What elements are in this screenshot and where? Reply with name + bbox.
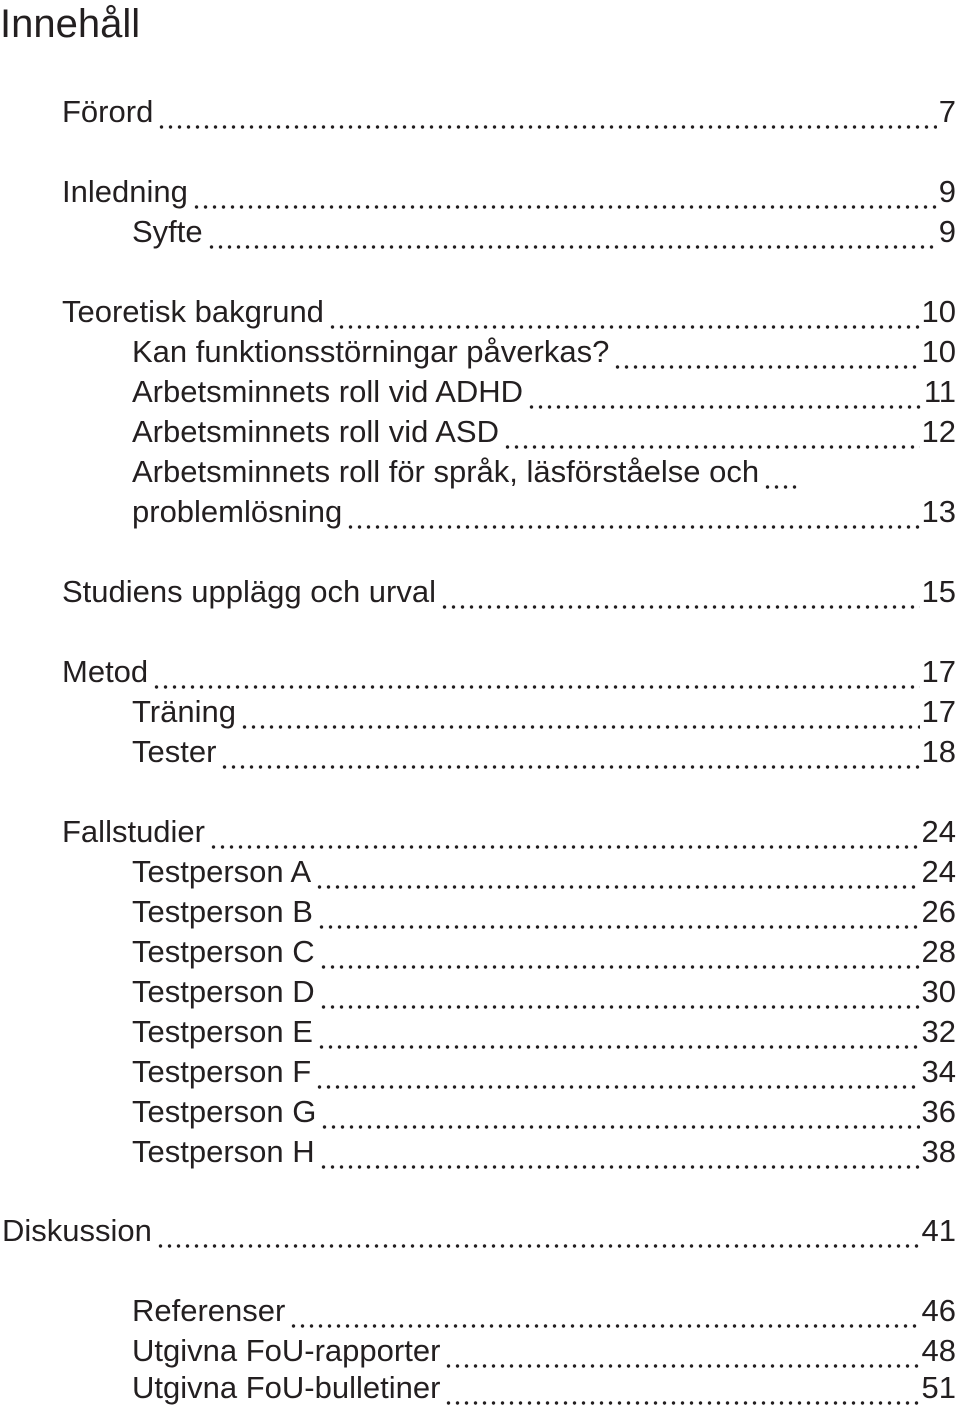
toc-entry-forord[interactable] [62,90,956,130]
dot-leader [444,1372,919,1406]
toc-entry-page: 17 [921,694,956,729]
toc-entry-testperson-a[interactable] [132,850,956,890]
toc-entry-label: Testperson D [132,974,315,1009]
dot-leader [315,856,919,890]
toc-entry-testperson-f[interactable] [132,1050,956,1090]
toc-entry-page: 41 [921,1213,956,1248]
toc-entry-traning[interactable] [132,690,956,730]
toc-entry-label: Testperson E [132,1014,313,1049]
toc-entry-label: Syfte [132,214,203,249]
toc-entry-testperson-b[interactable] [132,890,956,930]
toc-entry-label: Testperson G [132,1094,317,1129]
toc-entry-label: Diskussion [2,1213,152,1248]
toc-entry-page: 12 [921,414,956,449]
dot-leader [319,936,920,970]
toc-entry-page: 10 [921,294,956,329]
toc-entry-label: Träning [132,694,236,729]
toc-entry-label: Referenser [132,1293,286,1328]
toc-entry-label: Metod [62,654,149,689]
dot-leader [440,576,920,610]
toc-entry-metod[interactable] [62,650,956,690]
toc-entry-page: 7 [938,94,956,129]
dot-leader [220,736,919,770]
toc-entry-testperson-g[interactable] [132,1090,956,1130]
toc-entry-testperson-h[interactable] [132,1130,956,1170]
toc-entry-label: Arbetsminnets roll vid ASD [132,414,499,449]
toc-entry-label: Inledning [62,174,188,209]
toc-entry-page: 18 [921,734,956,769]
dot-leader [152,656,919,690]
toc-entry-page: 34 [921,1054,956,1089]
toc-entry-page: 38 [921,1134,956,1169]
toc-entry-fou-rapporter[interactable] [132,1329,956,1369]
dot-leader [315,1056,919,1090]
dot-leader [320,1096,919,1130]
toc-entry-asd[interactable] [132,410,956,450]
toc-entry-page: 13 [921,494,956,529]
toc-entry-label: Testperson B [132,894,313,929]
toc-entry-label: Testperson A [132,854,312,889]
toc-entry-kan-funktionsstorningar[interactable] [132,330,956,370]
toc-entry-fallstudier[interactable] [62,810,956,850]
toc-entry-inledning[interactable] [62,170,956,210]
dot-leader [503,416,920,450]
toc-entry-page: 9 [938,214,956,249]
toc-entry-problemlosning[interactable] [132,490,956,530]
dot-leader [156,1215,920,1249]
toc-entry-page: 30 [921,974,956,1009]
dot-leader [317,896,920,930]
toc-entry-label: Studiens upplägg och urval [62,574,436,609]
toc-entry-page: 15 [921,574,956,609]
toc-entry-page: 24 [921,814,956,849]
page-title: Innehåll [0,2,141,46]
toc-entry-label: Testperson H [132,1134,315,1169]
toc-entry-referenser[interactable] [132,1289,956,1329]
toc-entry-page: 51 [921,1370,956,1405]
toc-entry-label: Utgivna FoU-bulletiner [132,1370,441,1405]
toc-entry-fou-bulletiner[interactable] [132,1366,956,1406]
toc-entry-label: Testperson C [132,934,315,969]
toc-entry-tester[interactable] [132,730,956,770]
dot-leader [319,1136,920,1170]
toc-entry-page: 28 [921,934,956,969]
toc-entry-label: Arbetsminnets roll vid ADHD [132,374,524,409]
dot-leader [207,216,937,250]
toc-entry-syfte[interactable] [132,210,956,250]
dot-leader [527,376,922,410]
toc-entry-page: 10 [921,334,956,369]
toc-entry-page: 24 [921,854,956,889]
toc-entry-testperson-d[interactable] [132,970,956,1010]
toc-entry-label: Arbetsminnets roll för språk, läsförståelse och [132,454,760,489]
toc-entry-label: Testperson F [132,1054,312,1089]
toc-entry-testperson-e[interactable] [132,1010,956,1050]
dot-leader [317,1016,920,1050]
toc-entry-page: 32 [921,1014,956,1049]
toc-entry-label: Kan funktionsstörningar påverkas? [132,334,610,369]
dot-leader [328,296,920,330]
dot-leader [209,816,920,850]
dot-leader [319,976,920,1010]
dot-leader [157,96,936,130]
toc-entry-teoretisk-bakgrund[interactable] [62,290,956,330]
toc-entry-page: 11 [923,374,956,409]
dot-leader [289,1295,919,1329]
dot-leader [240,696,920,730]
toc-entry-studiens-upplagg[interactable] [62,570,956,610]
toc-entry-page: 36 [921,1094,956,1129]
toc-entry-page: 9 [938,174,956,209]
toc-entry-page: 17 [921,654,956,689]
dot-leader [763,456,797,490]
toc-entry-page: 48 [921,1333,956,1368]
toc-entry-label: Teoretisk bakgrund [62,294,324,329]
toc-entry-diskussion[interactable] [2,1209,956,1249]
toc-entry-sprak-lasforstaelse[interactable] [132,450,956,490]
dot-leader [346,496,919,530]
toc-entry-page: 26 [921,894,956,929]
dot-leader [444,1335,919,1369]
toc-entry-label: problemlösning [132,494,343,529]
dot-leader [613,336,919,370]
toc-entry-testperson-c[interactable] [132,930,956,970]
dot-leader [192,176,937,210]
toc-entry-page: 46 [921,1293,956,1328]
toc-entry-label: Utgivna FoU-rapporter [132,1333,441,1368]
toc-entry-label: Tester [132,734,217,769]
toc-entry-label: Fallstudier [62,814,205,849]
toc-entry-label: Förord [62,94,154,129]
toc-entry-adhd[interactable] [132,370,956,410]
